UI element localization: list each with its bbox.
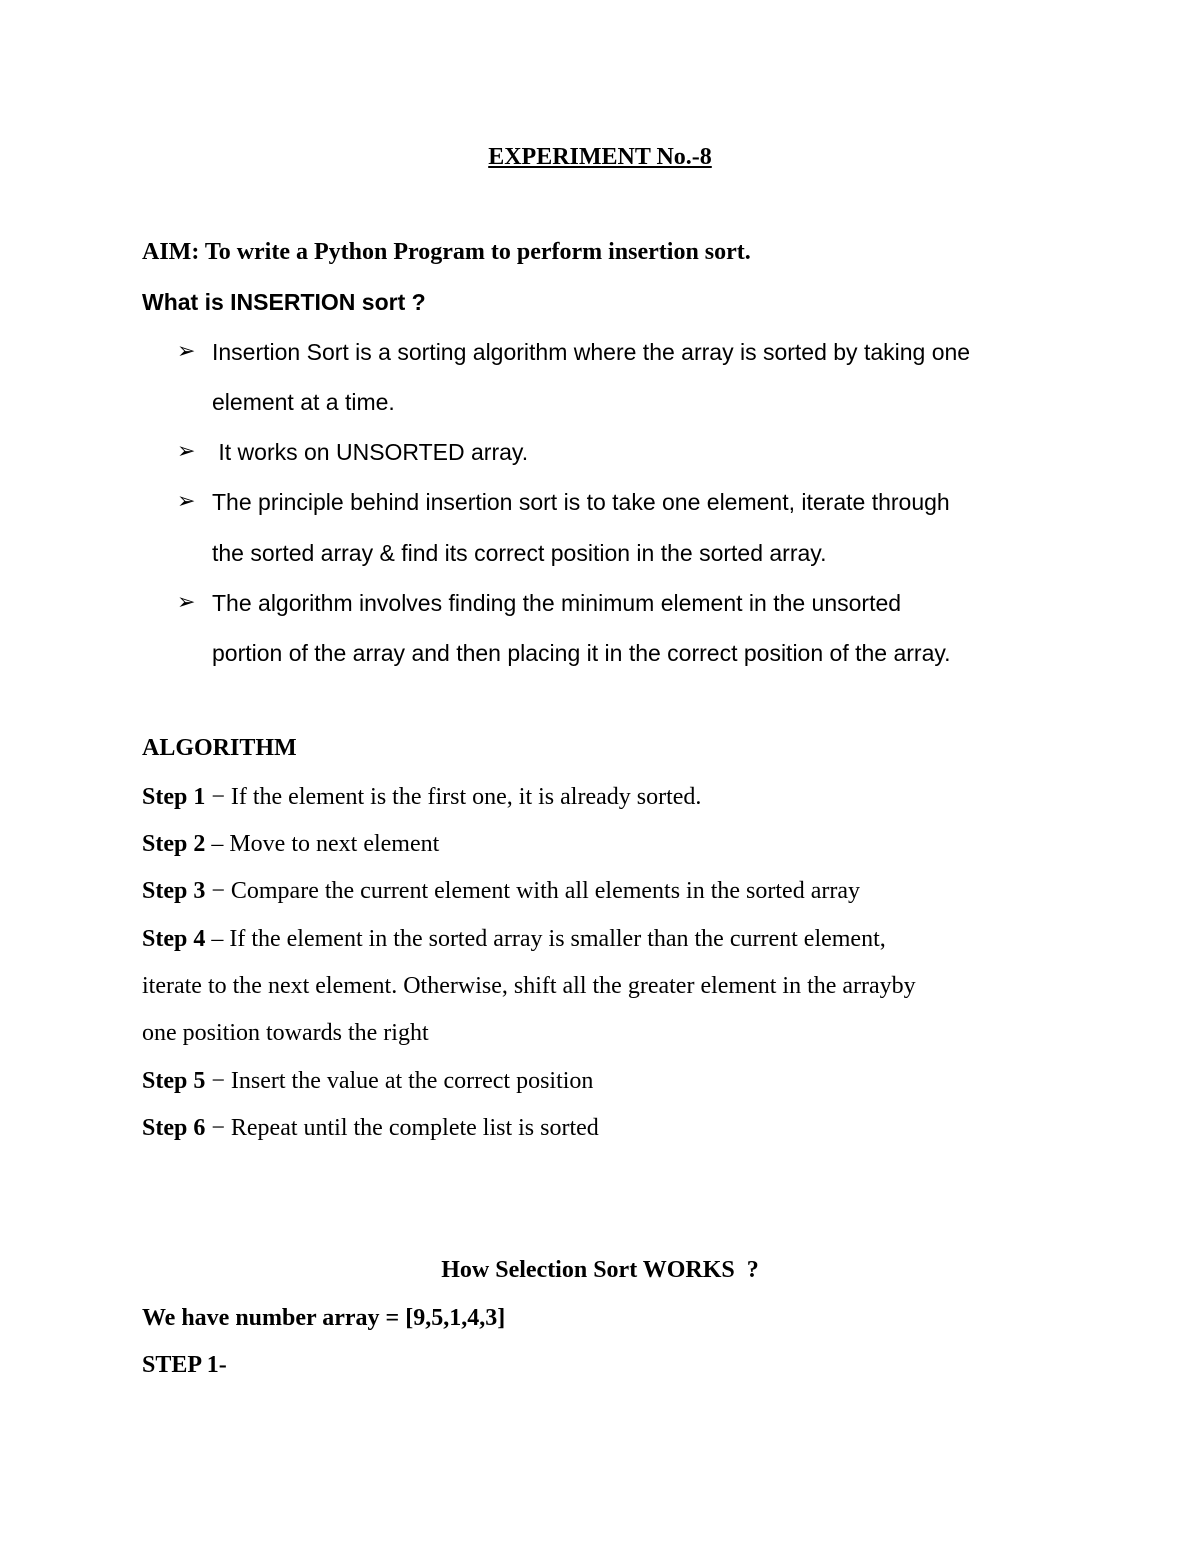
step-text: − Compare the current element with all elements in the sorted array [205,878,860,904]
algorithm-step [142,831,439,858]
bullet-text: The principle behind insertion sort is to take one element, iterate through [212,489,950,515]
step-label: Step 5 [142,1068,206,1094]
bullet-text: portion of the array and then placing it in the correct position of the array. [212,640,951,666]
step-text-continued: one position towards the right [142,1020,429,1046]
bullet-text: element at a time. [212,389,395,415]
bullet-text: Insertion Sort is a sorting algorithm where the array is sorted by taking one [212,339,971,365]
step-label: Step 1 [142,784,206,810]
how-heading: How Selection Sort WORKS ? [441,1257,759,1283]
bullet-text: the sorted array & find its correct position in the sorted array. [212,540,827,566]
step-text: – Move to next element [205,831,440,857]
what-heading: What is INSERTION sort ? [142,289,426,315]
step1-heading: STEP 1- [142,1352,227,1378]
bullet-arrow-icon: ➢ [177,339,196,364]
step-text-continued: iterate to the next element. Otherwise, shift all the greater element in the arrayby [142,973,916,999]
bullet-arrow-icon: ➢ [177,439,196,464]
step-text: − Repeat until the complete list is sorted [205,1115,599,1141]
bullet-text: The algorithm involves finding the minimum element in the unsorted [212,590,902,616]
aim-statement: AIM: To write a Python Program to perform insertion sort. [142,239,751,265]
step-text: − Insert the value at the correct position [205,1068,594,1094]
bullet-arrow-icon: ➢ [177,590,196,615]
algorithm-step [142,926,886,953]
step-label: Step 4 [142,926,206,952]
step-label: Step 6 [142,1115,206,1141]
array-line: We have number array = [9,5,1,4,3] [142,1305,506,1331]
step-text: – If the element in the sorted array is smaller than the current element, [205,926,886,952]
page-title: EXPERIMENT No.-8 [488,144,712,170]
step-label: Step 2 [142,831,206,857]
algorithm-step [142,1115,599,1142]
algorithm-step [142,784,701,811]
step-text: − If the element is the first one, it is already sorted. [205,784,702,810]
bullet-text: It works on UNSORTED array. [212,439,529,465]
step-label: Step 3 [142,878,206,904]
algorithm-step [142,878,860,905]
algorithm-step [142,1068,593,1095]
bullet-arrow-icon: ➢ [177,489,196,514]
algorithm-heading: ALGORITHM [142,735,297,761]
